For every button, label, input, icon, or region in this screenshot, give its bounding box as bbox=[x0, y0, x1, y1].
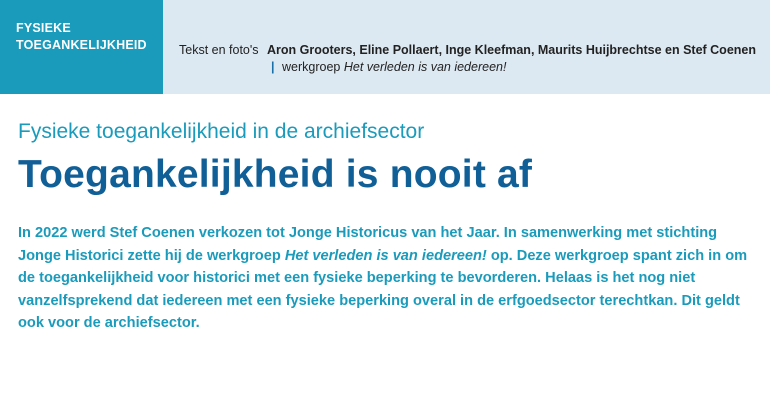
section-tag-line2: TOEGANKELIJKHEID bbox=[16, 38, 147, 52]
intro-text-part2: op. Deze werkgroep spant zich in om de toegankelijkheid voor historici met een fysieke beperking te bevorderen. Helaas is het nog niet vanzelfsprekend dat iedereen met een fysieke beperking overal in de erfgoedsector terechtkan. Dit geldt ook voor de archiefsector. bbox=[18, 247, 748, 332]
article-title: Toegankelijkheid is nooit af bbox=[18, 153, 533, 196]
divider-bar: | bbox=[271, 60, 275, 74]
workgroup-credit bbox=[163, 59, 756, 76]
workgroup-name: Het verleden is van iedereen! bbox=[343, 60, 507, 74]
section-tag-line1: FYSIEKE bbox=[16, 21, 71, 35]
credit-authors: Aron Grooters, Eline Pollaert, Inge Kleefman, Maurits Huijbrechtse en Stef Coenen bbox=[267, 43, 756, 57]
article-header bbox=[0, 0, 770, 94]
intro-emphasis: Het verleden is van iedereen! bbox=[284, 247, 487, 264]
workgroup-label: werkgroep bbox=[281, 60, 341, 74]
credits bbox=[163, 0, 770, 94]
intro-text-part1: In 2022 werd Stef Coenen verkozen tot Jonge Historicus van het Jaar. In samenwerking met stichting Jonge Historici zette hij de werkgroep bbox=[18, 225, 718, 264]
credit-label: Tekst en foto's bbox=[179, 43, 259, 57]
section-tag bbox=[0, 0, 163, 94]
article-content bbox=[18, 118, 758, 335]
article-intro bbox=[18, 222, 760, 335]
article-subtitle: Fysieke toegankelijkheid in de archiefsector bbox=[18, 120, 425, 143]
